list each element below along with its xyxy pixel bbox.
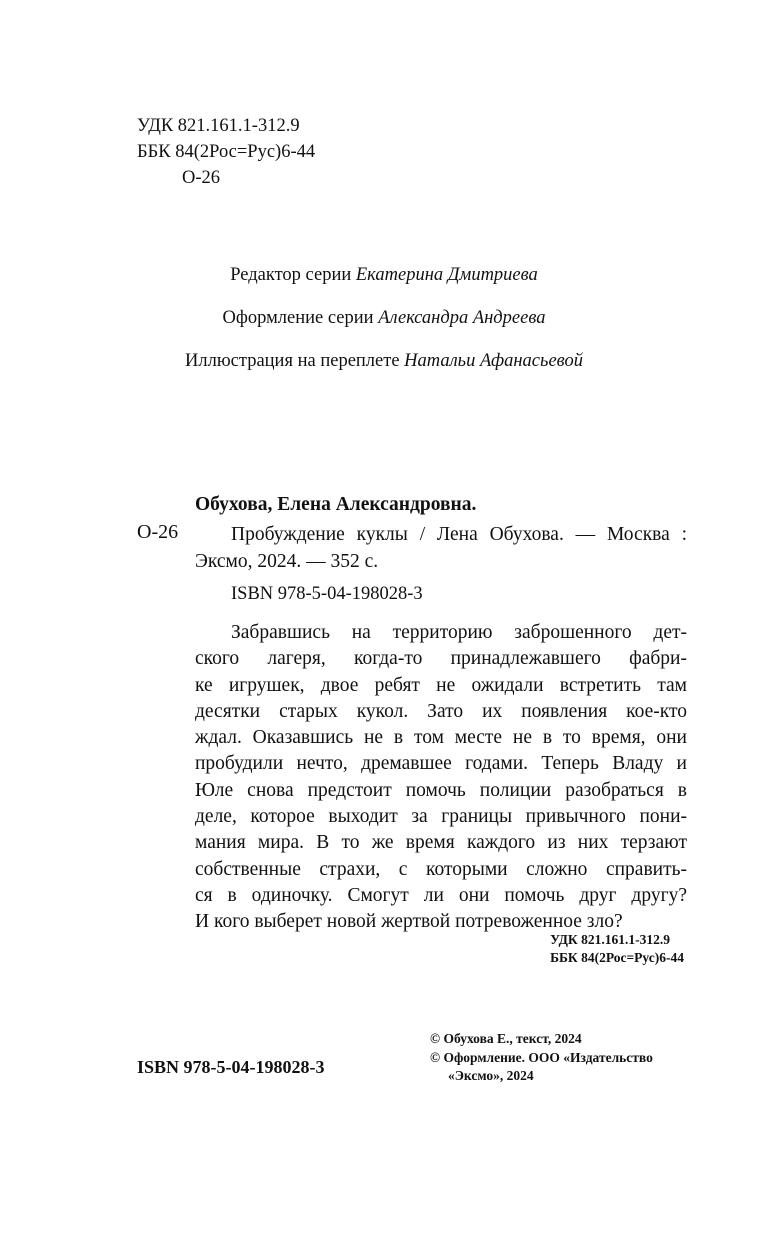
copyright-line: © Обухова Е., текст, 2024 xyxy=(430,1031,582,1046)
isbn-bottom: ISBN 978-5-04-198028-3 xyxy=(137,1057,325,1077)
record-title xyxy=(195,521,687,575)
record-title-line: Эксмо, 2024. — 352 с. xyxy=(195,551,379,572)
udk-code: УДК 821.161.1-312.9 xyxy=(550,932,670,947)
credit-role: Иллюстрация на переплете xyxy=(185,351,400,371)
annotation-line: собственные страхи, с которыми сложно справить- xyxy=(195,858,687,880)
annotation-line: пробудили нечто, дремавшее годами. Теперь Владу и xyxy=(195,753,687,775)
record-isbn: ISBN 978-5-04-198028-3 xyxy=(231,584,423,604)
credit-role: Редактор серии xyxy=(230,265,352,285)
credit-name: Екатерина Дмитриева xyxy=(355,265,538,285)
classification-codes-top xyxy=(137,113,315,191)
record-author: Обухова, Елена Александровна. xyxy=(195,494,477,515)
copyright-line: © Оформление. ООО «Издательство xyxy=(430,1049,653,1065)
annotation-line: Юле снова предстоит помочь полиции разобраться в xyxy=(195,779,687,801)
annotation-line: ского лагеря, когда-то принадлежавшего фабри- xyxy=(195,648,687,670)
author-mark-code: О-26 xyxy=(182,168,221,188)
classification-codes-bottom xyxy=(550,931,684,967)
credit-series-design xyxy=(0,308,768,329)
bbk-code: ББК 84(2Рос=Рус)6-44 xyxy=(550,950,684,965)
credit-name: Александра Андреева xyxy=(378,308,546,328)
annotation-line: деле, которое выходит за границы привычного пони- xyxy=(195,806,687,828)
udk-code: УДК 821.161.1-312.9 xyxy=(137,116,300,136)
annotation-line: Забравшись на территорию заброшенного дет- xyxy=(231,622,687,643)
annotation-line: ке игрушек, двое ребят не ожидали встретить там xyxy=(195,674,687,696)
record-title-line: Пробуждение куклы / Лена Обухова. — Москва : xyxy=(231,524,687,545)
record-author-mark: О-26 xyxy=(137,521,179,543)
credit-cover-illustration xyxy=(0,351,768,372)
annotation xyxy=(195,620,687,936)
bbk-code: ББК 84(2Рос=Рус)6-44 xyxy=(137,142,316,162)
copyright-block xyxy=(430,1030,653,1086)
credit-role: Оформление серии xyxy=(222,308,374,328)
credit-name: Натальи Афанасьевой xyxy=(404,351,583,371)
annotation-line: мания мира. В то же время каждого из них терзают xyxy=(195,832,687,854)
annotation-line: десятки старых кукол. Зато их появления кое-кто xyxy=(195,700,687,722)
annotation-line: ся в одиночку. Смогут ли они помочь друг другу? xyxy=(195,884,687,906)
annotation-line: ждал. Оказавшись не в том месте не в то время, они xyxy=(195,727,687,749)
copyright-line: «Эксмо», 2024 xyxy=(448,1068,534,1083)
annotation-line: И кого выберет новой жертвой потревоженное зло? xyxy=(195,911,623,933)
credit-series-editor xyxy=(0,265,768,286)
